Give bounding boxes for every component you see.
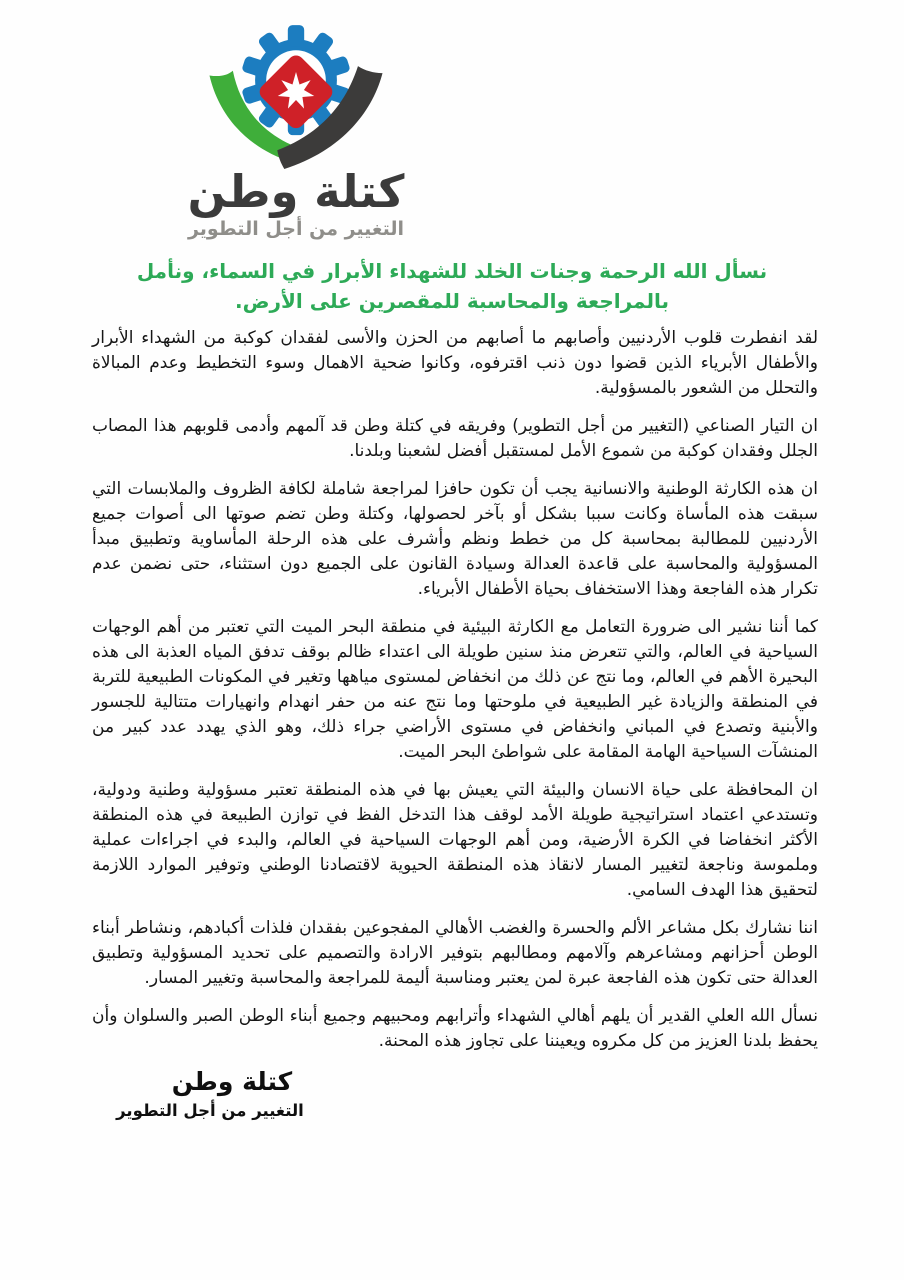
logo-emblem-icon — [179, 24, 413, 176]
signature-name: كتلة وطن — [171, 1067, 293, 1097]
statement-paragraph-1: لقد انفطرت قلوب الأردنيين وأصابهم ما أصابهم من الحزن والأسى لفقدان كوكبة من الشهداء الأبرار والأطفال الأبرياء الذين قضوا دون ذنب اقترفوه، وكانوا ضحية الاهمال وسوء التخطيط وعدم المبالاة والتحلل من الشعور بالمسؤولية. — [92, 328, 818, 399]
party-logo — [126, 0, 466, 240]
statement-paragraph-6: اننا نشارك بكل مشاعر الألم والحسرة والغضب الأهالي المفجوعين بفقدان فلذات أكبادهم، ونشاطر أبناء الوطن أحزانهم ومشاعرهم وآلامهم ومطالبهم بتوفير الارادة والتصميم على تحديد المسؤولية وتطبيق العدالة حتى تكون هذه الفاجعة عبرة لمن يعتبر ومناسبة أليمة للمراجعة والمحاسبة وتغيير المسار. — [92, 918, 818, 989]
logo-wordmark: كتلة وطن — [187, 165, 405, 218]
statement-paragraph-3: ان هذه الكارثة الوطنية والانسانية يجب أن تكون حافزا لمراجعة شاملة لكافة الظروف والملابسات التي سبقت هذه المأساة وكانت سببا بشكل أو بآخر لحصولها، وكتلة وطن تضم صوتها الى أصوات جميع الأردنيين للمطالبة بمحاسبة كل من خطط ونظم وأشرف على هذه الرحلة المأساوية وتطبيق مبدأ المسؤولية والمحاسبة على قاعدة العدالة وسيادة القانون على الجميع دون استثناء، حتى نضمن عدم تكرار هذه الفاجعة وهذا الاستخفاف بحياة الأطفال الأبرياء. — [92, 479, 818, 600]
statement-heading: نسأل الله الرحمة وجنات الخلد للشهداء الأبرار في السماء، ونأمل بالمراجعة والمحاسبة للمقصرين على الأرض. — [136, 259, 768, 314]
statement-paragraph-2: ان التيار الصناعي (التغيير من أجل التطوير) وفريقه في كتلة وطن قد آلمهم وأدمى قلوبهم هذا المصاب الجلل وفقدان كوكبة من شموع الأمل لمستقبل أفضل لشعبنا وبلدنا. — [92, 416, 818, 462]
statement-paragraph-7: نسأل الله العلي القدير أن يلهم أهالي الشهداء وأترابهم ومحبيهم وجميع أبناء الوطن الصبر والسلوان وأن يحفظ بلدنا العزيز من كل مكروه ويعيننا على تجاوز هذه المحنة. — [92, 1006, 818, 1052]
statement-paragraph-5: ان المحافظة على حياة الانسان والبيئة التي يعيش بها في هذه المنطقة تعتبر مسؤولية وطنية ودولية، وتستدعي اعتماد استراتيجية طويلة الأمد لوقف هذا التدخل الفظ في توازن الطبيعة في هذه المنطقة الأكثر انخفاضا في الكرة الأرضية، ومن أهم الوجهات السياحية في العالم، والبدء في اجراءات عملية وملموسة وناجعة لتغيير المسار لانقاذ هذه المنطقة الحيوية لاقتصادنا الوطني وتوفير الموارد اللازمة لتحقيق هذا الهدف السامي. — [92, 780, 818, 901]
statement-paragraph-4: كما أننا نشير الى ضرورة التعامل مع الكارثة البيئية في منطقة البحر الميت التي تعتبر من أهم الوجهات السياحية في العالم، والتي تتعرض منذ سنين طويلة الى اعتداء ظالم بوقف تدفق المياه العذبة الى هذه البحيرة الأهم في العالم، وما نتج عن ذلك من انخفاض لمستوى مياهها وتغير في المكونات الطبيعية للتربة في المنطقة والزيادة غير الطبيعية في ملوحتها وما نتج عنه من حفر انهدام وانهيارات متتالية للجسور والأبنية وتصدع في المباني وانخفاض في مستوى الأراضي جراء ذلك، وهو الذي يهدد عدد كبير من المنشآت السياحية الهامة المقامة على شواطئ البحر الميت. — [92, 617, 818, 763]
signature-tagline: التغيير من أجل التطوير — [116, 1101, 304, 1121]
statement-body — [92, 326, 818, 1054]
signature-block — [60, 1067, 360, 1120]
logo-tagline: التغيير من أجل التطوير — [187, 218, 405, 241]
